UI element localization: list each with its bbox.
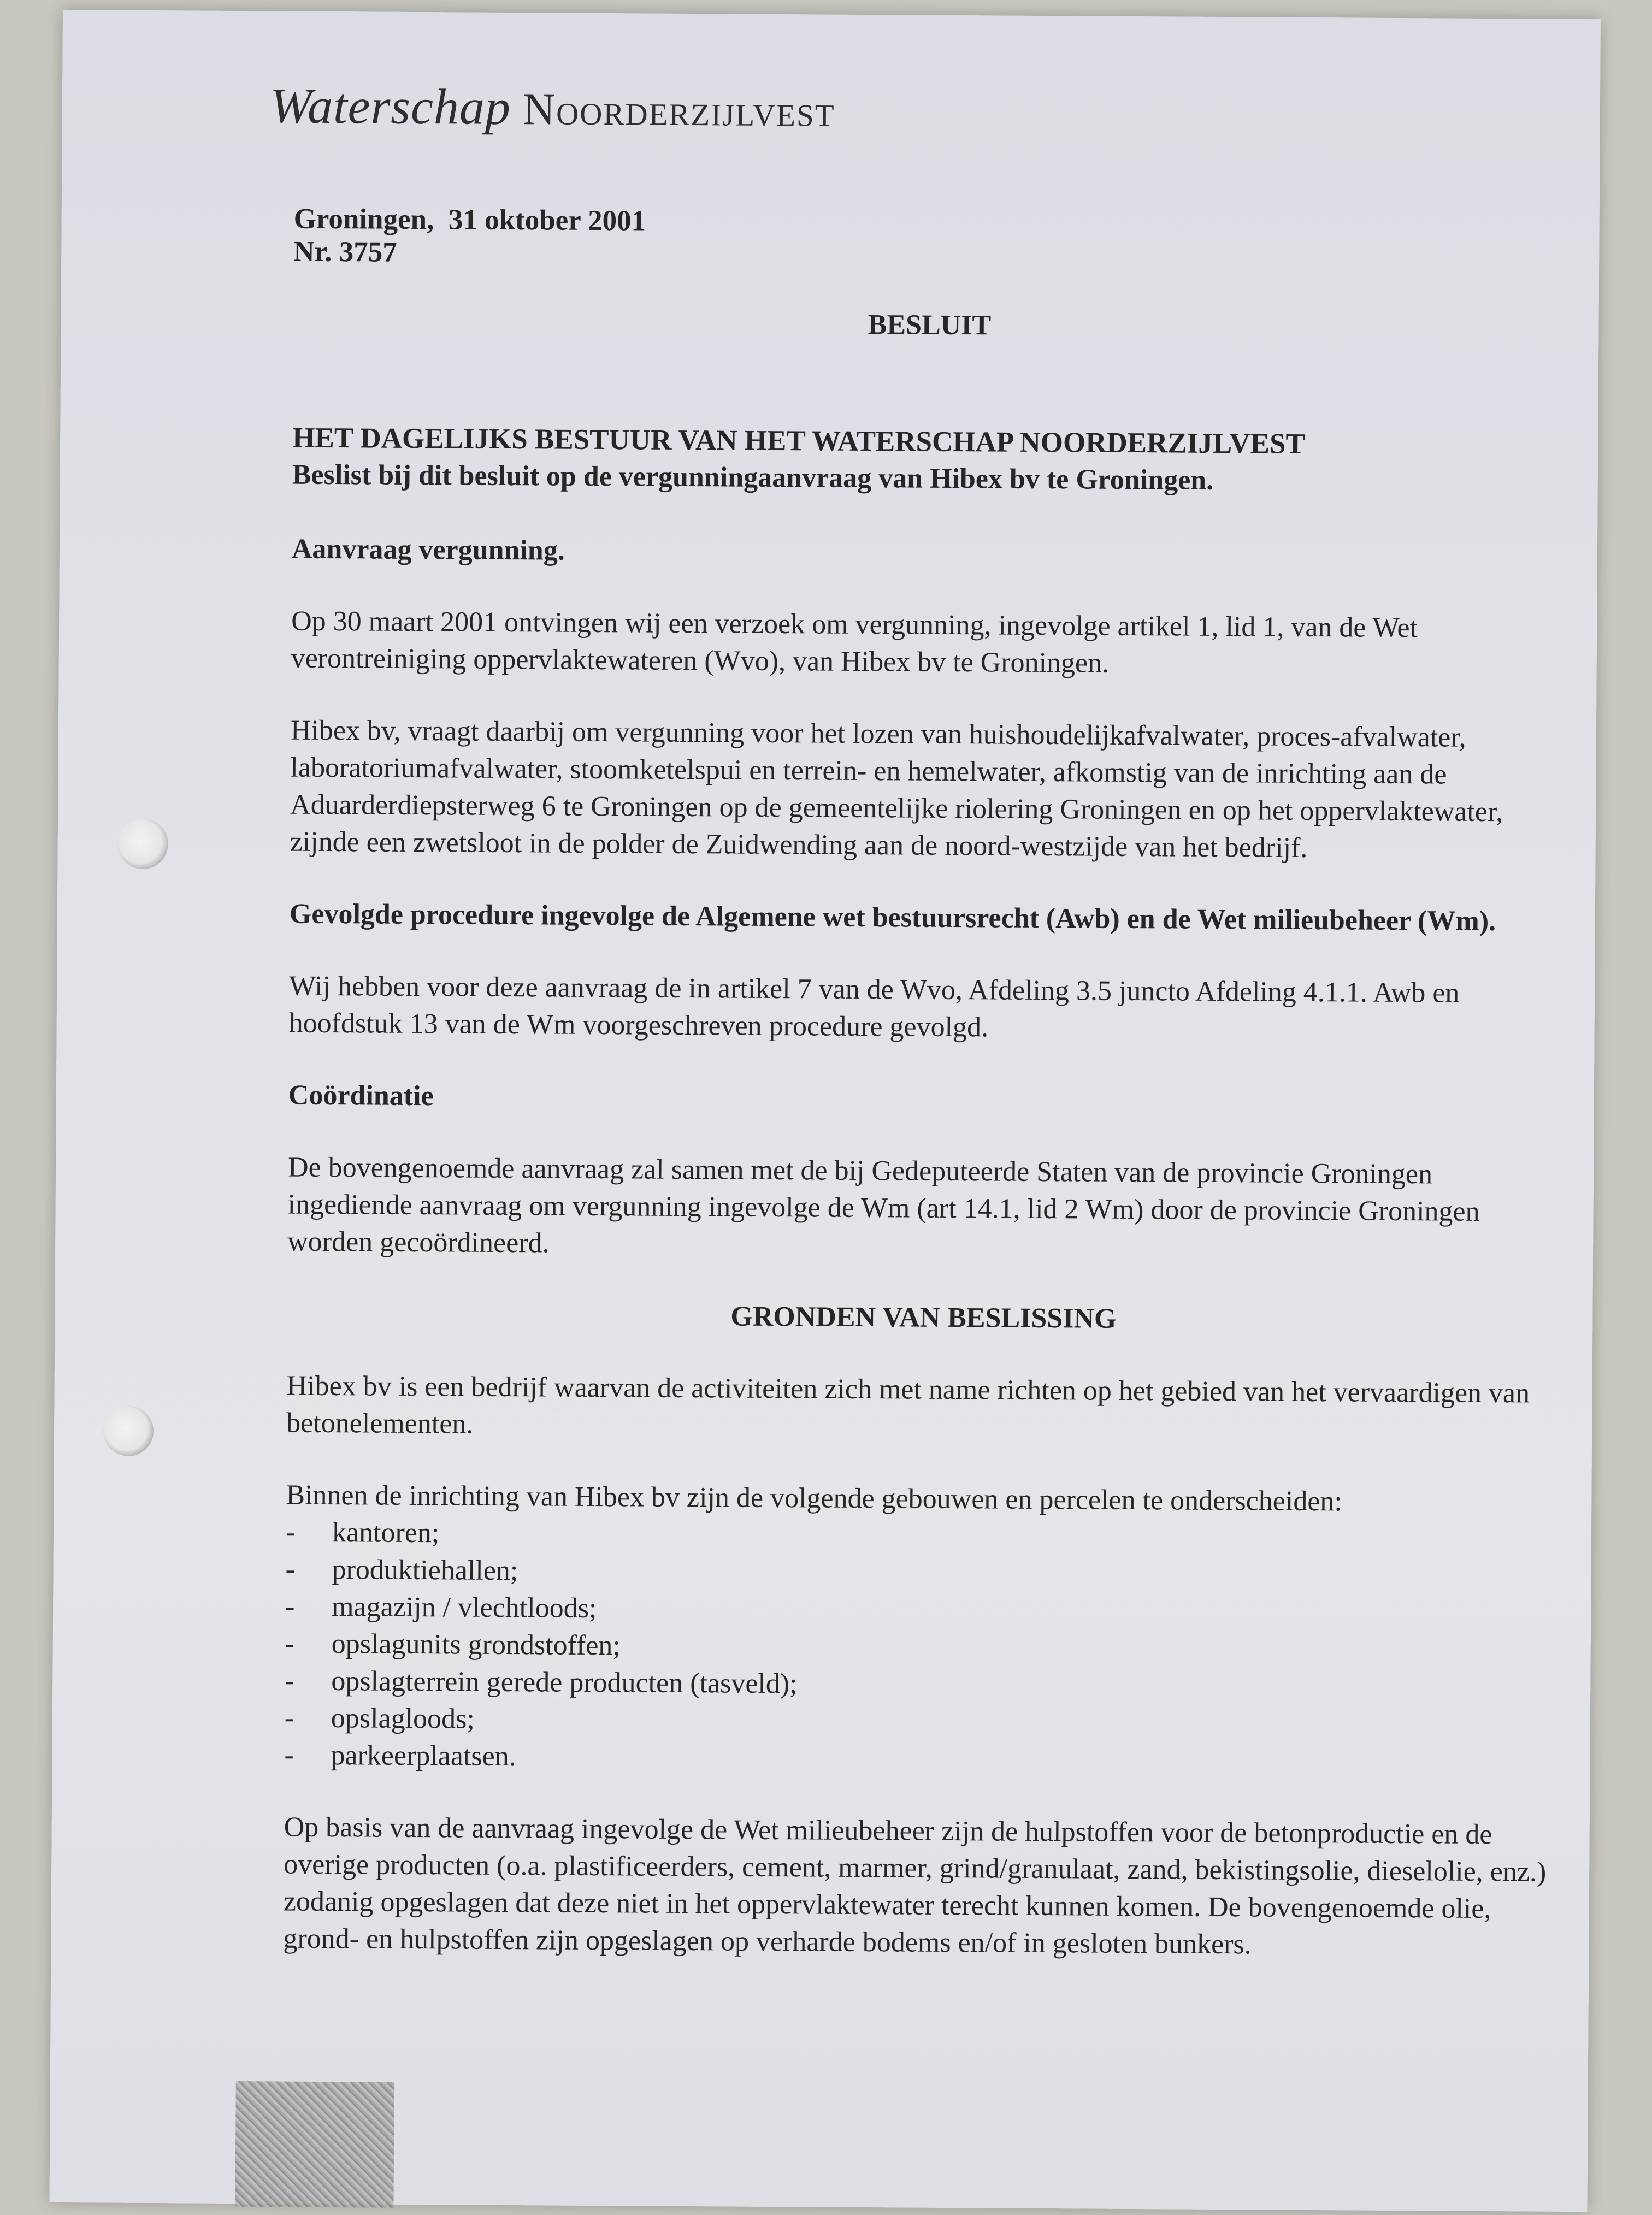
section-aanvraag-paragraph-2: Hibex bv, vraagt daarbij om vergunning voor het lozen van huishoudelijkafvalwater, proces-afvalwater, laboratoriumafvalwater, stoomketelspui en terrein- en hemelwater, afkomstig van de inrichting aan de Aduarderdiepsterweg 6 te Groningen op de gemeentelijke riolering Groningen en op het oppervlaktewater, zijnde een zwetsloot in de polder de Zuidwending aan de noord-westzijde van het bedrijf. — [290, 714, 1503, 864]
board-heading: HET DAGELIJKS BESTUUR VAN HET WATERSCHAP NOORDERZIJLVEST — [292, 422, 1306, 460]
section-coordinatie-heading: Coördinatie — [288, 1079, 434, 1112]
list-dash: - — [285, 1628, 295, 1659]
section-gronden-paragraph-1: Hibex bv is een bedrijf waarvan de activiteiten zich met name richten op het gebied van het vervaardigen van betonelementen. — [286, 1370, 1530, 1440]
section-gronden-paragraph-2: Op basis van de aanvraag ingevolge de Wet milieubeheer zijn de hulpstoffen voor de betonproductie en de overige producten (o.a. plastificeerders, cement, marmer, grind/granulaat, zand, bekistingsolie, dieselolie, enz.) zodanig opgeslagen dat deze niet in het oppervlaktewater terecht kunnen komen. De bovengenoemde olie, grond- en hulpstoffen zijn opgeslagen op verharde bodems en/of in gesloten bunkers. — [283, 1811, 1547, 1960]
list-item-text: kantoren; — [332, 1517, 440, 1549]
list-item-text: produktiehallen; — [332, 1554, 518, 1587]
section-aanvraag-paragraph-1: Op 30 maart 2001 ontvingen wij een verzoek om vergunning, ingevolge artikel 1, lid 1, van de Wet verontreiniging oppervlaktewateren (Wvo), van Hibex bv te Groningen. — [291, 605, 1418, 679]
list-item — [284, 1737, 1557, 1782]
board-subheading: Beslist bij dit besluit op de vergunningaanvraag van Hibex bv te Groningen. — [292, 459, 1214, 496]
document-page — [49, 10, 1600, 2212]
section-coordinatie-paragraph: De bovengenoemde aanvraag zal samen met de bij Gedeputeerde Staten van de provincie Groningen ingediende aanvraag om vergunning ingevolge de Wm (art 14.1, lid 2 Wm) door de provincie Groningen worden gecoördineerd. — [287, 1151, 1480, 1259]
list-dash: - — [284, 1702, 294, 1734]
list-dash: - — [285, 1554, 296, 1585]
list-dash: - — [284, 1739, 294, 1771]
logo-caps-text: Noorderzijlvest — [522, 84, 835, 136]
punch-hole-top — [117, 819, 168, 870]
section-procedure-heading: Gevolgde procedure ingevolge de Algemene wet bestuursrecht (Awb) en de Wet milieubeheer (Wm). — [289, 898, 1496, 937]
document-number: Nr. 3757 — [293, 235, 397, 268]
list-item — [285, 1663, 1557, 1708]
list-item-text: opslagunits grondstoffen; — [331, 1628, 621, 1662]
list-item-text: magazijn / vlechtloods; — [331, 1591, 597, 1625]
letterhead-logo — [270, 76, 835, 138]
list-item-text: opslagterrein gerede producten (tasveld); — [331, 1665, 798, 1700]
section-aanvraag-heading: Aanvraag vergunning. — [291, 533, 565, 566]
list-item-text: parkeerplaatsen. — [331, 1740, 516, 1773]
list-item-text: opslagloods; — [331, 1703, 475, 1735]
section-procedure-paragraph: Wij hebben voor deze aanvraag de in artikel 7 van de Wvo, Afdeling 3.5 juncto Afdeling 4.1.1. Awb en hoofdstuk 13 van de Wm voorgeschreven procedure gevolgd. — [288, 970, 1460, 1043]
list-dash: - — [285, 1516, 296, 1548]
place-date: Groningen, 31 oktober 2001 — [293, 203, 646, 237]
list-dash: - — [285, 1665, 294, 1697]
logo-script-text: Waterschap — [269, 78, 511, 135]
section-gronden-list-intro: Binnen de inrichting van Hibex bv zijn de volgende gebouwen en percelen te onderscheiden: — [286, 1479, 1343, 1517]
list-dash: - — [285, 1591, 295, 1622]
document-title: BESLUIT — [868, 309, 992, 341]
scan-smudge — [235, 2081, 394, 2208]
document-body — [283, 203, 1567, 1965]
buildings-list — [284, 1514, 1559, 1782]
punch-hole-bottom — [103, 1406, 154, 1457]
section-gronden-heading: GRONDEN VAN BESLISSING — [730, 1301, 1117, 1334]
